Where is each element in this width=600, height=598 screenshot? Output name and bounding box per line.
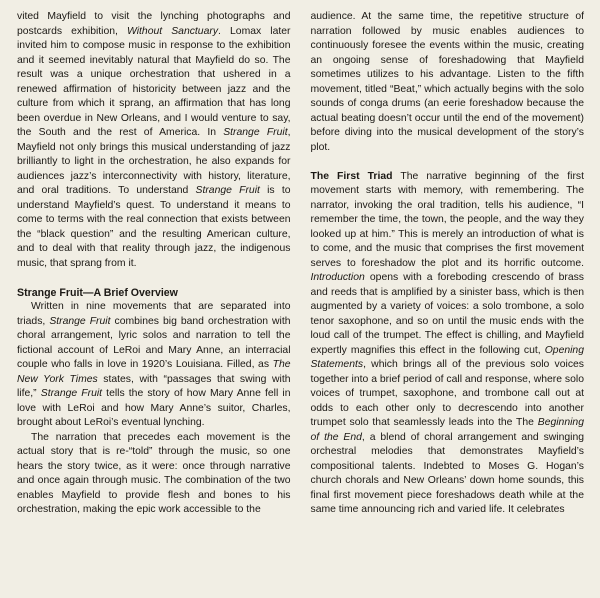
paragraph bbox=[17, 10, 291, 271]
text-run: The narration that precedes each movement is the actual story that is re-“told” through the music, so one hears the story twice, as it were: once through narrative and once again through music. The combination of the two enables Mayfield to provide flesh and bones to his orchestration, making the epic work accessible to the bbox=[17, 431, 291, 515]
text-run: Strange Fruit bbox=[40, 388, 103, 399]
text-run: states, with “passages that swing with life,” bbox=[17, 373, 291, 399]
paragraph bbox=[311, 10, 585, 155]
text-run: Without Sanctuary bbox=[127, 25, 219, 37]
text-run: The First Triad bbox=[310, 170, 393, 182]
text-run: , Mayfield not only brings this musical understanding of jazz brilliantly to light in the orchestration, he also expands for audiences jazz’s interconnectivity with history, literature, and oral traditions. To understand bbox=[17, 127, 291, 196]
text-run: The narrative beginning of the first movement starts with memory, with remembering. The narrator, invoking the oral tradition, tells his audience, “I remember the time, the town, the people, and the way they looked up at him.” This is merely an introduction of what is to come, and the music that comprises the first movement serves to foreshadow the plot and its horrific outcome. bbox=[310, 170, 585, 269]
paragraph bbox=[17, 300, 291, 431]
text-run: Strange Fruit bbox=[195, 185, 260, 196]
text-run: is to understand Mayfield’s quest. To understand it means to come to terms with the real connection that exists between the “black question” and the resulting American culture, and to deal with that reality through jazz, the indigenous music, that sprang from it. bbox=[17, 185, 291, 269]
text-run: The New York Times bbox=[17, 359, 291, 385]
text-run: , which brings all of the previous solo voices together into a brief period of call and response, where solo voices of trumpet, saxophone, and trombone call out at odds to each other only to decrescendo into another trumpet solo that seamlessly leads into the The bbox=[310, 359, 584, 428]
text-run: Written in nine movements that are separated into triads, bbox=[17, 301, 291, 327]
column-left bbox=[17, 10, 291, 590]
text-run: audience. At the same time, the repetitive structure of narration followed by music enables audiences to continuously foresee the events within the music, creating an ongoing sense of foreshadowing that Mayfield sometimes utilizes to his advantage. Listen to the fifth movement, titled “Beat,” which actually begins with the solo sounds of conga drums (an eerie foreshadow because the actual beating doesn’t occur until the end of the movement) before diving into the musical development of the story’s plot. bbox=[310, 11, 584, 153]
column-right bbox=[311, 10, 585, 590]
text-run: Strange Fruit—A Brief Overview bbox=[17, 286, 178, 299]
text-run: Strange Fruit bbox=[49, 315, 111, 327]
paragraph bbox=[311, 170, 585, 518]
text-run: Beginning of the End bbox=[310, 417, 584, 443]
text-run: opens with a foreboding crescendo of brass and reeds that is amplified by a sinister bass, which is then augmented by a variety of voices: a solo trombone, a solo tenor saxophone, and so on until the music ends with the loud call of the trumpet. The effect is chilling, and Mayfield expertly magnifies this effect in the following cut, bbox=[310, 272, 584, 356]
text-run: Introduction bbox=[310, 272, 365, 283]
text-run: , a blend of choral arrangement and swinging orchestral melodies that demonstrates Mayfield’s compositional talents. Indebted to Moses G. Hogan’s church chorals and New Orleans’ down home sounds, this final first movement piece foreshadows death while at the same time announcing rich and varied life. It celebrates bbox=[310, 431, 585, 515]
text-run: combines big band orchestration with choral arrangement, lyric solos and narration to tell the fictional account of LeRoi and Mary Anne, an interracial couple who falls in love in 1920’s Louisiana. Filled, as bbox=[17, 315, 291, 370]
text-run: Opening Statements bbox=[310, 344, 584, 370]
text-run: vited Mayfield to visit the lynching photographs and postcards exhibition, bbox=[17, 11, 291, 37]
text-run: . Lomax later invited him to compose music in response to the exhibition and it seemed inevitably natural that Mayfield do so. The result was a unique orchestration that ushered in a renewed affirmation of historicity between jazz and the culture from which it sprang, an affirmation that has long been overdue in New Orleans, and I would venture to say, the South and the rest of America. In bbox=[17, 25, 291, 138]
text-run: Strange Fruit bbox=[223, 127, 288, 138]
section-heading bbox=[17, 286, 291, 301]
text-run: tells the story of how Mary Anne fell in love with LeRoi and how Mary Anne’s suitor, Charles, brought about LeRoi’s eventual lynching. bbox=[17, 388, 291, 428]
paragraph bbox=[17, 431, 291, 518]
